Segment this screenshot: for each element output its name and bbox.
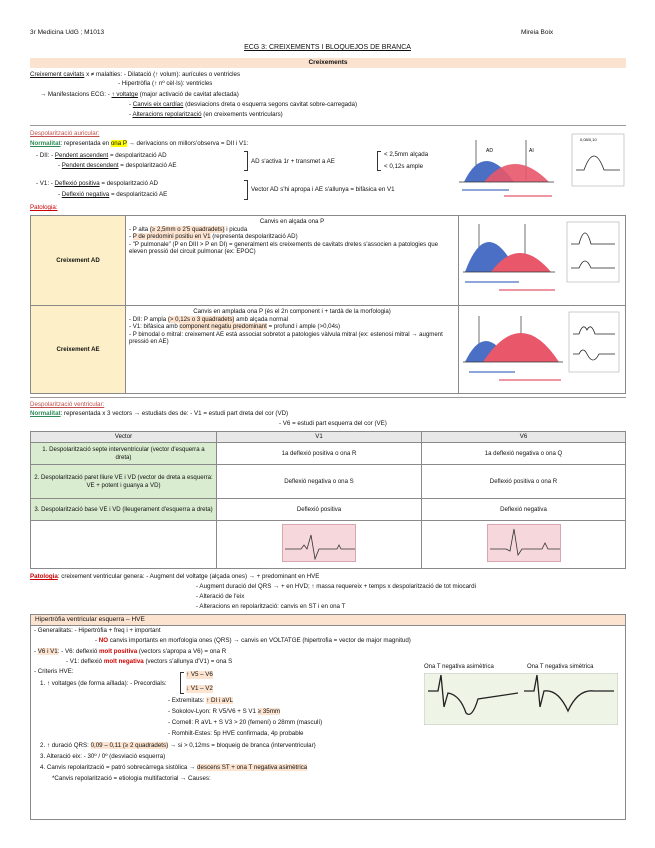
col-header: Vector: [31, 432, 217, 443]
dii-b: - Pendent descendent = despolarització AE: [58, 162, 177, 169]
table-row: 3. Despolarització base VE i VD (lleugerament d'esquerra a dreta) Deflexió positiva Deflexió negativa: [31, 499, 626, 521]
atrial-title: Despolarització auricular:: [30, 130, 100, 137]
pathology-2-l4: - Alteracions en repolarització: canvis en ST i en ona T: [196, 603, 346, 610]
ad-growth-diagram: [459, 216, 623, 302]
dii-a: - DII: - Pendent ascendent = despolarització AD: [36, 152, 167, 159]
ventricular-normal-2: - V6 = estudi part esquerra del cor (VE): [279, 420, 387, 427]
ventricular-title: Despolarització ventricular:: [30, 401, 105, 408]
table-row: [31, 306, 626, 394]
divider: [30, 397, 626, 398]
hve-c3: - Sokolov-Lyon: R V5/V6 + S V1 ≥ 35mm: [168, 708, 281, 715]
row-bullet: - P de predomini positiu en V1 (representa despolarització AD): [129, 233, 298, 241]
intro-line-1: Creixement cavitats x ≠ malalties: - Dilatació (↑ volum): aurícules o ventricles: [30, 71, 241, 78]
hve-title: Hipertròfia ventricular esquerra – HVE: [31, 615, 625, 626]
divider: [30, 125, 626, 126]
v1-b: - Deflexió negativa = despolarització AE: [58, 191, 168, 198]
label-ad: AD: [486, 148, 493, 154]
atrial-pathology-table: [30, 215, 626, 394]
atrial-wave-diagram: [454, 132, 626, 200]
hve-c5: - Romhilt-Estes: 5p HVE confirmada, 4p probable: [168, 730, 304, 737]
hve-d2: 3. Alteració eix: - 30º / 0º (desviació esquerra): [40, 753, 166, 760]
table-row: [31, 216, 626, 306]
page-title: ECG 3: CREIXEMENTS I BLOQUEJOS DE BRANCA: [244, 44, 411, 51]
col-header: V6: [422, 432, 626, 443]
t-wave-sym-label: Ona T negativa simètrica: [527, 664, 594, 670]
ecg-v6-image: [487, 524, 561, 562]
pathology-title: Patologia:: [30, 204, 58, 211]
section-band: Creixements: [30, 58, 626, 68]
pathology-2-l3: - Alteració de l'eix: [196, 593, 245, 600]
row-bullet: - "P pulmonale" (P en DIII > P en DI) = generalment els creixements de cavitats dretes s'associen a patologies que eleven pressió del circuit pulmonar (ex: EPOC): [129, 240, 438, 256]
dii-right: AD s'activa 1r + transmet a AE: [251, 158, 335, 165]
hve-c2: - Extremitats: ↑ DI i aVL: [168, 697, 233, 704]
hve-d4: *Canvis repolarització = etiologia multifactorial → Causes:: [52, 775, 211, 782]
intro-line-2: - Hipertròfia (↑ nº cèl·ls): ventricles: [118, 80, 213, 87]
brace: [180, 672, 184, 694]
hve-c1b: ↓ V1 – V2: [186, 685, 213, 692]
dii-width: < 0,12s ample: [384, 163, 424, 170]
hve-g4: - V1: deflexió molt negativa (vectors s'allunya d'V1) = ona S: [66, 658, 233, 665]
row-bullet: - V1: bifàsica amb component negatiu predominant = profund i ample (>0,04s): [129, 323, 341, 331]
table-row: 1. Despolarització septe interventricular (vector d'esquerra a dreta) 1a deflexió positiva o ona R 1a deflexió negativa o ona Q: [31, 443, 626, 465]
hve-g1: - Generalitats: - Hipertròfia + freq i + important: [34, 627, 161, 634]
t-wave-ecg-image: [424, 673, 618, 725]
t-wave-asym-label: Ona T negativa asimètrica: [424, 664, 494, 670]
row-head: Canvis en alçada ona P: [259, 218, 325, 225]
atrial-normal: Normalitat: representada en ona P → derivacions on millors'observa = DII i V1:: [30, 140, 249, 147]
brace: [244, 151, 248, 171]
ventricular-normal: Normalitat: representada x 3 vectors → estudiats des de: - V1 = estudi part dreta del cor (VD): [30, 410, 289, 417]
dii-height: < 2,5mm alçada: [384, 151, 429, 158]
hve-g3: - V6 i V1: - V6: deflexió molt positiva (vectors s'apropa a V6) = ona R: [34, 648, 227, 655]
table-row: 2. Despolarització paret lliure VE i VD (vector de dreta a esquerra: VE + potent i guanya a VD) Deflexió negativa o ona S Deflexió positiva o ona R: [31, 465, 626, 499]
intro-line-5: - Alteracions repolarització (en creixements ventriculars): [129, 111, 283, 118]
hve-criteria: - Criteris HVE:: [34, 668, 74, 675]
brace: [377, 151, 381, 171]
v1-a: - V1: - Deflexió positiva = despolarització AD: [36, 180, 158, 187]
col-header: V1: [217, 432, 422, 443]
vector-table: [30, 431, 626, 569]
v1-right: Vector AD s'hi apropa i AE s'allunya = bifàsica en V1: [251, 186, 395, 193]
header-left: 3r Medicina UdG ; M1013: [30, 29, 105, 36]
pathology-2-l1: Patologia: creixement ventricular genera: - Augment del voltatge (alçada ones) → + predominant en HVE: [30, 573, 320, 580]
row-label: Creixement AD: [31, 216, 126, 306]
table-row: [31, 521, 626, 569]
hve-c1a: ↑ V5 – V6: [186, 671, 213, 678]
hve-d3: 4. Canvis repolarització = patró sobrecàrrega sistòlica → descens ST + ona T negativa asimètrica: [40, 764, 308, 771]
ecg-v1-image: [282, 524, 356, 562]
pathology-2-l2: - Augment duració del QRS → + en HVD; ↑ massa requereix + temps x despolarització de tot miocardi: [196, 583, 476, 590]
row-bullet: - P bimodal o mitral: creixement AE està associat sobretot a patologies vàlvula mitral (ex: estenosi mitral → augment pressió en AE): [129, 330, 443, 346]
hve-c4: - Cornell: R aVL + S V3 > 20 (femení) o 28mm (masculí): [168, 719, 323, 726]
intro-line-3: → Manifestacions ECG: - ↑ voltatge (major activació de cavitat afectada): [40, 91, 239, 98]
row-bullet: - P alta (≥ 2,5mm o 2'5 quadradets) i picuda: [129, 225, 248, 233]
hve-d1: 2. ↑ duració QRS: 0,09 – 0,11 (≥ 2 quadradets) → si > 0,12ms = bloqueig de branca (interventricular): [40, 742, 316, 749]
brace: [244, 180, 248, 200]
row-label: Creixement AE: [31, 306, 126, 394]
row-bullet: - DII: P ampla (> 0,12s o 3 quadradets) amb alçada normal: [129, 315, 288, 323]
header-right: Mireia Boix: [521, 29, 554, 36]
row-head: Canvis en amplada ona P (és el 2n component i + tardà de la morfologia): [193, 308, 391, 315]
label-scale: 0,08/0,10: [580, 137, 597, 142]
hve-g2: - NO canvis importants en morfologia ones (QRS) → canvis en VOLTATGE (hipertrofia = vector de major magnitud): [95, 637, 411, 644]
ae-growth-diagram: [459, 306, 623, 390]
label-ai: AI: [529, 148, 534, 154]
hve-c1: 1. ↑ voltatges (de forma aïllada): - Precordials:: [40, 680, 167, 687]
intro-line-4: - Canvis eix cardíac (desviacions dreta o esquerra segons cavitat sobre-carregada): [129, 101, 358, 108]
